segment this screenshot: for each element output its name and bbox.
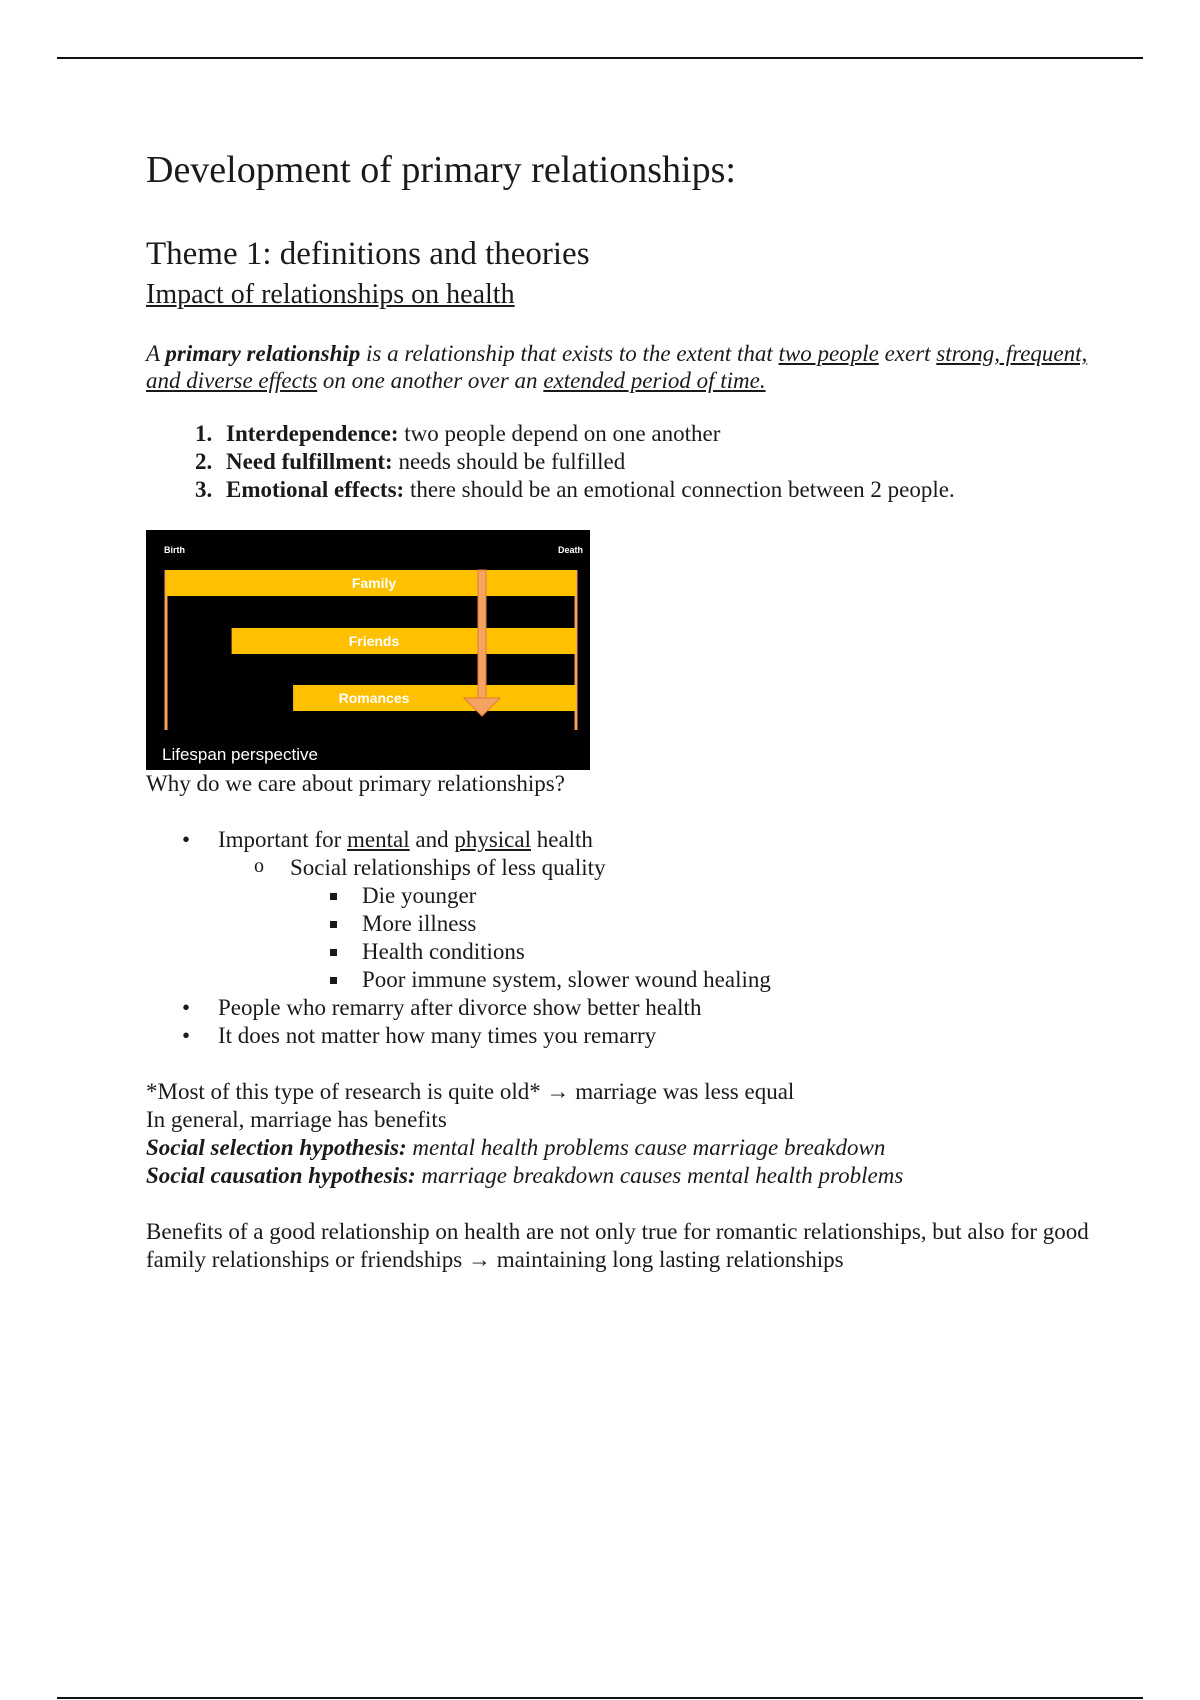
why-question: Why do we care about primary relationships? bbox=[146, 771, 565, 796]
causation-text: marriage breakdown causes mental health problems bbox=[415, 1163, 904, 1188]
section-subheading: Impact of relationships on health bbox=[146, 279, 515, 310]
definition-underline: extended period of time. bbox=[543, 368, 766, 393]
list-item: Health conditions bbox=[362, 938, 1096, 966]
list-item: • It does not matter how many times you remarry bbox=[218, 1022, 1096, 1050]
sub-bullet-text: Social relationships of less quality bbox=[290, 855, 606, 880]
definition-term: primary relationship bbox=[165, 341, 361, 366]
property-text: there should be an emotional connection between 2 people. bbox=[404, 477, 955, 502]
notes-paragraph bbox=[146, 1078, 1096, 1190]
lifespan-bar-label: Friends bbox=[348, 633, 400, 649]
document-title: Development of primary relationships: bbox=[146, 149, 736, 191]
definition-text: on one another over an bbox=[317, 368, 544, 393]
list-item: Die younger bbox=[362, 882, 1096, 910]
property-term: Interdependence: bbox=[226, 421, 399, 446]
lifespan-diagram bbox=[146, 530, 590, 770]
list-item: More illness bbox=[362, 910, 1096, 938]
property-text: needs should be fulfilled bbox=[392, 449, 626, 474]
bullet-text: health bbox=[530, 827, 593, 852]
figure-caption: Lifespan perspective bbox=[162, 745, 318, 764]
properties-list bbox=[146, 420, 1096, 504]
list-item bbox=[218, 448, 1096, 476]
list-item bbox=[218, 420, 1096, 448]
selection-hypothesis bbox=[146, 1134, 1096, 1162]
bullet-text: and bbox=[409, 827, 455, 852]
lifespan-bar bbox=[293, 685, 576, 711]
arrow-shaft bbox=[478, 570, 486, 702]
definition-lead: A bbox=[146, 341, 166, 366]
lifespan-figure bbox=[146, 530, 590, 770]
definition-paragraph bbox=[146, 340, 1096, 394]
list-item bbox=[218, 476, 1096, 504]
lifespan-bar bbox=[232, 628, 576, 654]
marriage-note: In general, marriage has benefits bbox=[146, 1107, 447, 1132]
property-text: two people depend on one another bbox=[398, 421, 721, 446]
causation-hypothesis bbox=[146, 1162, 1096, 1190]
bullet-underline: physical bbox=[454, 827, 531, 852]
list-item: • People who remarry after divorce show better health bbox=[218, 994, 1096, 1022]
footer-rule bbox=[57, 1697, 1143, 1699]
sub-list bbox=[218, 854, 1096, 994]
lifespan-bar-label: Romances bbox=[338, 690, 410, 706]
conclusion-paragraph: Benefits of a good relationship on health are not only true for romantic relationships, but also for good family relationships or friendships → maintaining long lasting relationships bbox=[146, 1219, 1089, 1272]
list-item bbox=[290, 854, 1096, 994]
lifespan-bar-label: Family bbox=[351, 575, 397, 591]
death-label: Death bbox=[558, 545, 584, 555]
selection-text: mental health problems cause marriage breakdown bbox=[406, 1135, 886, 1160]
header-rule bbox=[57, 57, 1143, 59]
birth-label: Birth bbox=[164, 545, 185, 555]
list-item bbox=[218, 826, 1096, 994]
property-term: Need fulfillment: bbox=[226, 449, 393, 474]
research-note: *Most of this type of research is quite old* → marriage was less equal bbox=[146, 1079, 795, 1104]
definition-underline: two people bbox=[778, 341, 879, 366]
definition-text: exert bbox=[878, 341, 937, 366]
causation-term: Social causation hypothesis: bbox=[146, 1163, 416, 1188]
bullet-text: Important for bbox=[218, 827, 348, 852]
property-term: Emotional effects: bbox=[226, 477, 405, 502]
theme-heading: Theme 1: definitions and theories bbox=[146, 236, 590, 272]
bullet-underline: mental bbox=[347, 827, 410, 852]
definition-underline: strong, frequent, and diverse effects bbox=[146, 341, 1088, 393]
document-body bbox=[146, 140, 1096, 1274]
selection-term: Social selection hypothesis: bbox=[146, 1135, 407, 1160]
reasons-list bbox=[146, 826, 1096, 1050]
sub-sub-list bbox=[290, 882, 1096, 994]
list-item: Poor immune system, slower wound healing bbox=[362, 966, 1096, 994]
definition-text: is a relationship that exists to the extent that bbox=[360, 341, 779, 366]
